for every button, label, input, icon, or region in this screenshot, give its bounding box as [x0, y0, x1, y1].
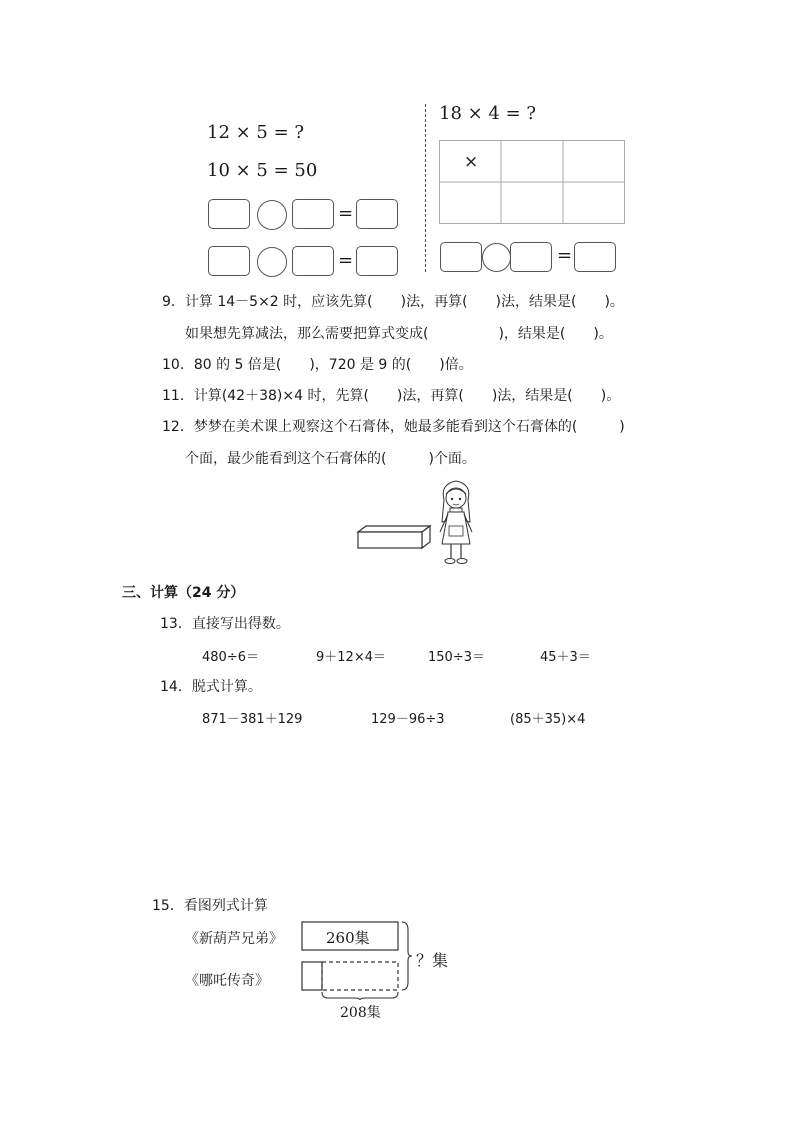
label-xin-hulu-xiongdi: 《新葫芦兄弟》 [185, 931, 283, 947]
q13-item-3: 150÷3＝ [428, 650, 485, 665]
operator-circle[interactable] [482, 243, 511, 272]
equals-sign: = [557, 245, 573, 266]
panel-divider [425, 104, 426, 272]
label-nezha-chuanqi: 《哪吒传奇》 [185, 973, 269, 989]
answer-box[interactable] [208, 246, 250, 276]
left-equation-2: 10 × 5 = 50 [207, 160, 318, 181]
grid-times-sign: × [464, 152, 479, 172]
question-9-line-1: 9．计算 14－5×2 时，应该先算( )法，再算( )法，结果是( )。 [162, 294, 624, 310]
total-question-label: ？集 [416, 951, 449, 970]
plaster-block-illustration [356, 524, 434, 550]
bottom-bracket-value: 208集 [340, 1005, 381, 1021]
answer-box[interactable] [356, 246, 398, 276]
equals-sign: = [338, 250, 354, 271]
q13-item-2: 9＋12×4＝ [316, 650, 386, 665]
question-10: 10．80 的 5 倍是( )，720 是 9 的( )倍。 [162, 357, 473, 373]
answer-box[interactable] [574, 242, 616, 272]
question-14: 14．脱式计算。 [160, 679, 262, 695]
question-13: 13．直接写出得数。 [160, 616, 290, 632]
operator-circle[interactable] [257, 200, 287, 230]
question-11: 11．计算(42＋38)×4 时，先算( )法，再算( )法，结果是( )。 [162, 388, 621, 404]
question-12-line-1: 12．梦梦在美术课上观察这个石膏体，她最多能看到这个石膏体的( ) [162, 419, 625, 435]
question-15: 15．看图列式计算 [152, 898, 268, 914]
equals-sign: = [338, 203, 354, 224]
answer-box[interactable] [356, 199, 398, 229]
q14-item-1: 871－381＋129 [202, 712, 303, 727]
answer-box[interactable] [510, 242, 552, 272]
question-9-line-2: 如果想先算减法，那么需要把算式变成( )，结果是( )。 [185, 326, 613, 342]
q13-item-4: 45＋3＝ [540, 650, 591, 665]
answer-box[interactable] [292, 246, 334, 276]
answer-box[interactable] [208, 199, 250, 229]
operator-circle[interactable] [257, 247, 287, 277]
answer-box[interactable] [440, 242, 482, 272]
right-equation: 18 × 4 = ? [439, 103, 537, 124]
answer-box[interactable] [292, 199, 334, 229]
girl-illustration [432, 478, 480, 566]
section-3-title: 三、计算（24 分） [122, 585, 245, 601]
question-12-line-2: 个面，最少能看到这个石膏体的( )个面。 [185, 451, 476, 467]
bar-top-value: 260集 [326, 929, 370, 947]
q14-item-3: (85＋35)×4 [510, 712, 586, 727]
q13-item-1: 480÷6＝ [202, 650, 259, 665]
q14-item-2: 129－96÷3 [371, 712, 445, 727]
left-equation-1: 12 × 5 = ? [207, 122, 305, 143]
